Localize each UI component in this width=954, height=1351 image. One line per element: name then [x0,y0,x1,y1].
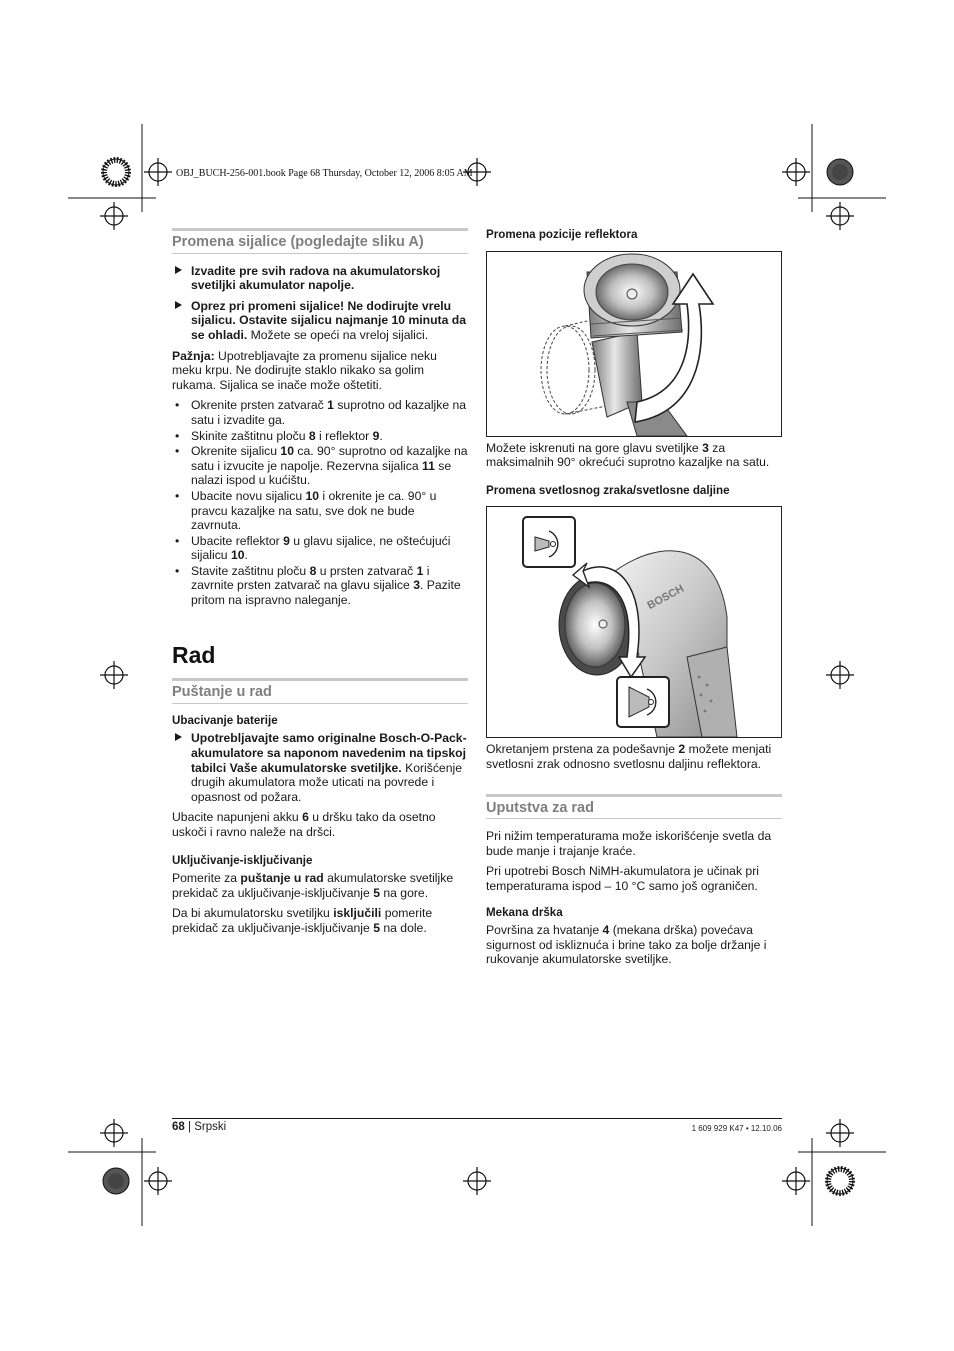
list-item: • Ubacite novu sijalicu 10 i okrenite je ca. 90° u pravcu kazaljke na satu, sve dok ne bude zavrnuta. [172,489,468,533]
chapter-title-rad: Rad [172,641,216,668]
switch-off-paragraph: Da bi akumulatorsku svetiljku isključili pomerite prekidač za uključivanje-isključivanje 5 na dole. [172,906,433,935]
subhead-on-off: Uključivanje-isključivanje [172,853,313,867]
list-item: • Okrenite sijalicu 10 ca. 90° suprotno od kazaljke na satu i izvucite je napolje. Rezervna sijalica 11 se nalazi ispod u kućištu. [172,444,468,488]
crosshair-right-mid-icon [826,661,854,689]
crosshair-top-mid-icon [463,158,491,186]
footer-document-code: 1 609 929 K47 • 12.10.06 [691,1124,782,1133]
figure-reflector-rotation [486,251,782,437]
section-title-startup: Puštanje u rad [172,678,468,704]
tip-low-temperature: Pri nižim temperaturama može iskorišćenje svetla da bude manje i trajanje kraće. [486,829,772,858]
warning-triangle-icon [175,733,182,741]
color-target-top-right-icon [827,159,853,185]
crosshair-bottom-mid-icon [463,1167,491,1195]
print-header: OBJ_BUCH-256-001.book Page 68 Thursday, October 12, 2006 8:05 AM [176,168,473,179]
reflector-rotation-paragraph: Možete iskrenuti na gore glavu svetiljke 3 za maksimalnih 90° okrećući suprotno kazaljke na satu. [486,440,770,470]
subhead-reflector-position: Promena pozicije reflektora [486,228,638,241]
warning-hot-bulb: Oprez pri promeni sijalice! Ne dodirujte vrelu sijalicu. Ostavite sijalicu najmanje 10 minuta da se ohladi. Možete se opeći na vreloj sijalici. [172,299,468,343]
figure-beam-adjust [486,506,782,738]
switch-on-paragraph: Pomerite za puštanje u rad akumulatorske svetiljke prekidač za uključivanje-isključivanje 5 na gore. [172,871,454,900]
subhead-soft-grip: Mekana drška [486,905,563,919]
right-column [486,228,782,973]
color-target-bottom-right-icon [827,1168,853,1194]
list-item: • Okrenite prsten zatvarač 1 suprotno od kazaljke na satu i izvadite ga. [172,398,468,427]
section-title-operating-tips: Uputstva za rad [486,794,782,820]
warning-triangle-icon [175,301,182,309]
battery-insert-paragraph: Ubacite napunjeni akku 6 u dršku tako da osetno uskoči i ravno naleže na dršci. [172,810,436,839]
crosshair-left-upper-icon [100,202,128,230]
soft-grip-paragraph: Površina za hvatanje 4 (mekana drška) povećava sigurnost od iskliznuća i brine tako za bolje držanje i rukovanje akumulatorske svetiljke. [486,923,767,967]
warning-triangle-icon [175,266,182,274]
subhead-battery-insert: Ubacivanje baterije [172,713,278,727]
beam-adjust-illustration [487,507,781,737]
left-column [172,228,468,942]
wide-beam-icon [617,677,669,727]
crosshair-top-right-icon [782,158,810,186]
beam-adjust-paragraph: Okretanjem prstena za podešavnje 2 možete menjati svetlosni zrak odnosno svetlosnu daljinu reflektora. [486,742,772,771]
list-item: • Stavite zaštitnu ploču 8 u prsten zatvarač 1 i zavrnite prsten zatvarač na glavu sijalice 3. Pazite pritom na ispravno naleganje. [172,564,468,608]
warning-remove-battery: Izvadite pre svih radova na akumulatorskoj svetiljki akumulator napolje. [172,264,468,293]
tip-nimh-battery: Pri upotrebi Bosch NiMH-akumulatora je učinak pri temperaturama ispod – 10 °C samo još ograničen. [486,864,759,893]
footer-page-label: 68 | Srpski [172,1121,227,1133]
color-target-bottom-left-icon [103,1168,129,1194]
crosshair-bottom-left-icon [144,1167,172,1195]
color-target-top-left-icon [103,159,129,185]
brand-label: BOSCH [645,583,687,613]
section-title-bulb-change: Promena sijalice (pogledajte sliku A) [172,228,468,254]
crosshair-right-lower-icon [826,1119,854,1147]
list-item: • Ubacite reflektor 9 u glavu sijalice, ne oštećujući sijalicu 10. [172,534,468,563]
warning-original-batteries: Upotrebljavajte samo originalne Bosch-O-Pack-akumulatore sa naponom navedenim na tipskoj tabilci Vaše akumulatorske svetiljke. Korišćenje drugih akumulatora može uticati na povrede i opasnost od požara. [172,731,468,804]
attention-paragraph: Pažnja: Upotrebljavajte za promenu sijalice neku meku krpu. Ne dodirujte staklo nikako sa golim rukama. Sijalica se inače može oštetiti. [172,348,437,392]
crosshair-top-left-icon [144,158,172,186]
bulb-change-steps [172,398,468,607]
crosshair-left-mid-icon [100,661,128,689]
crosshair-bottom-right-icon [782,1167,810,1195]
reflector-rotation-illustration [487,252,781,436]
narrow-beam-icon [523,517,575,567]
list-item: • Skinite zaštitnu ploču 8 i reflektor 9. [172,429,468,444]
crosshair-left-lower-icon [100,1119,128,1147]
crosshair-right-upper-icon [826,202,854,230]
subhead-beam-adjust: Promena svetlosnog zraka/svetlosne daljine [486,483,730,497]
footer-divider [172,1118,782,1119]
